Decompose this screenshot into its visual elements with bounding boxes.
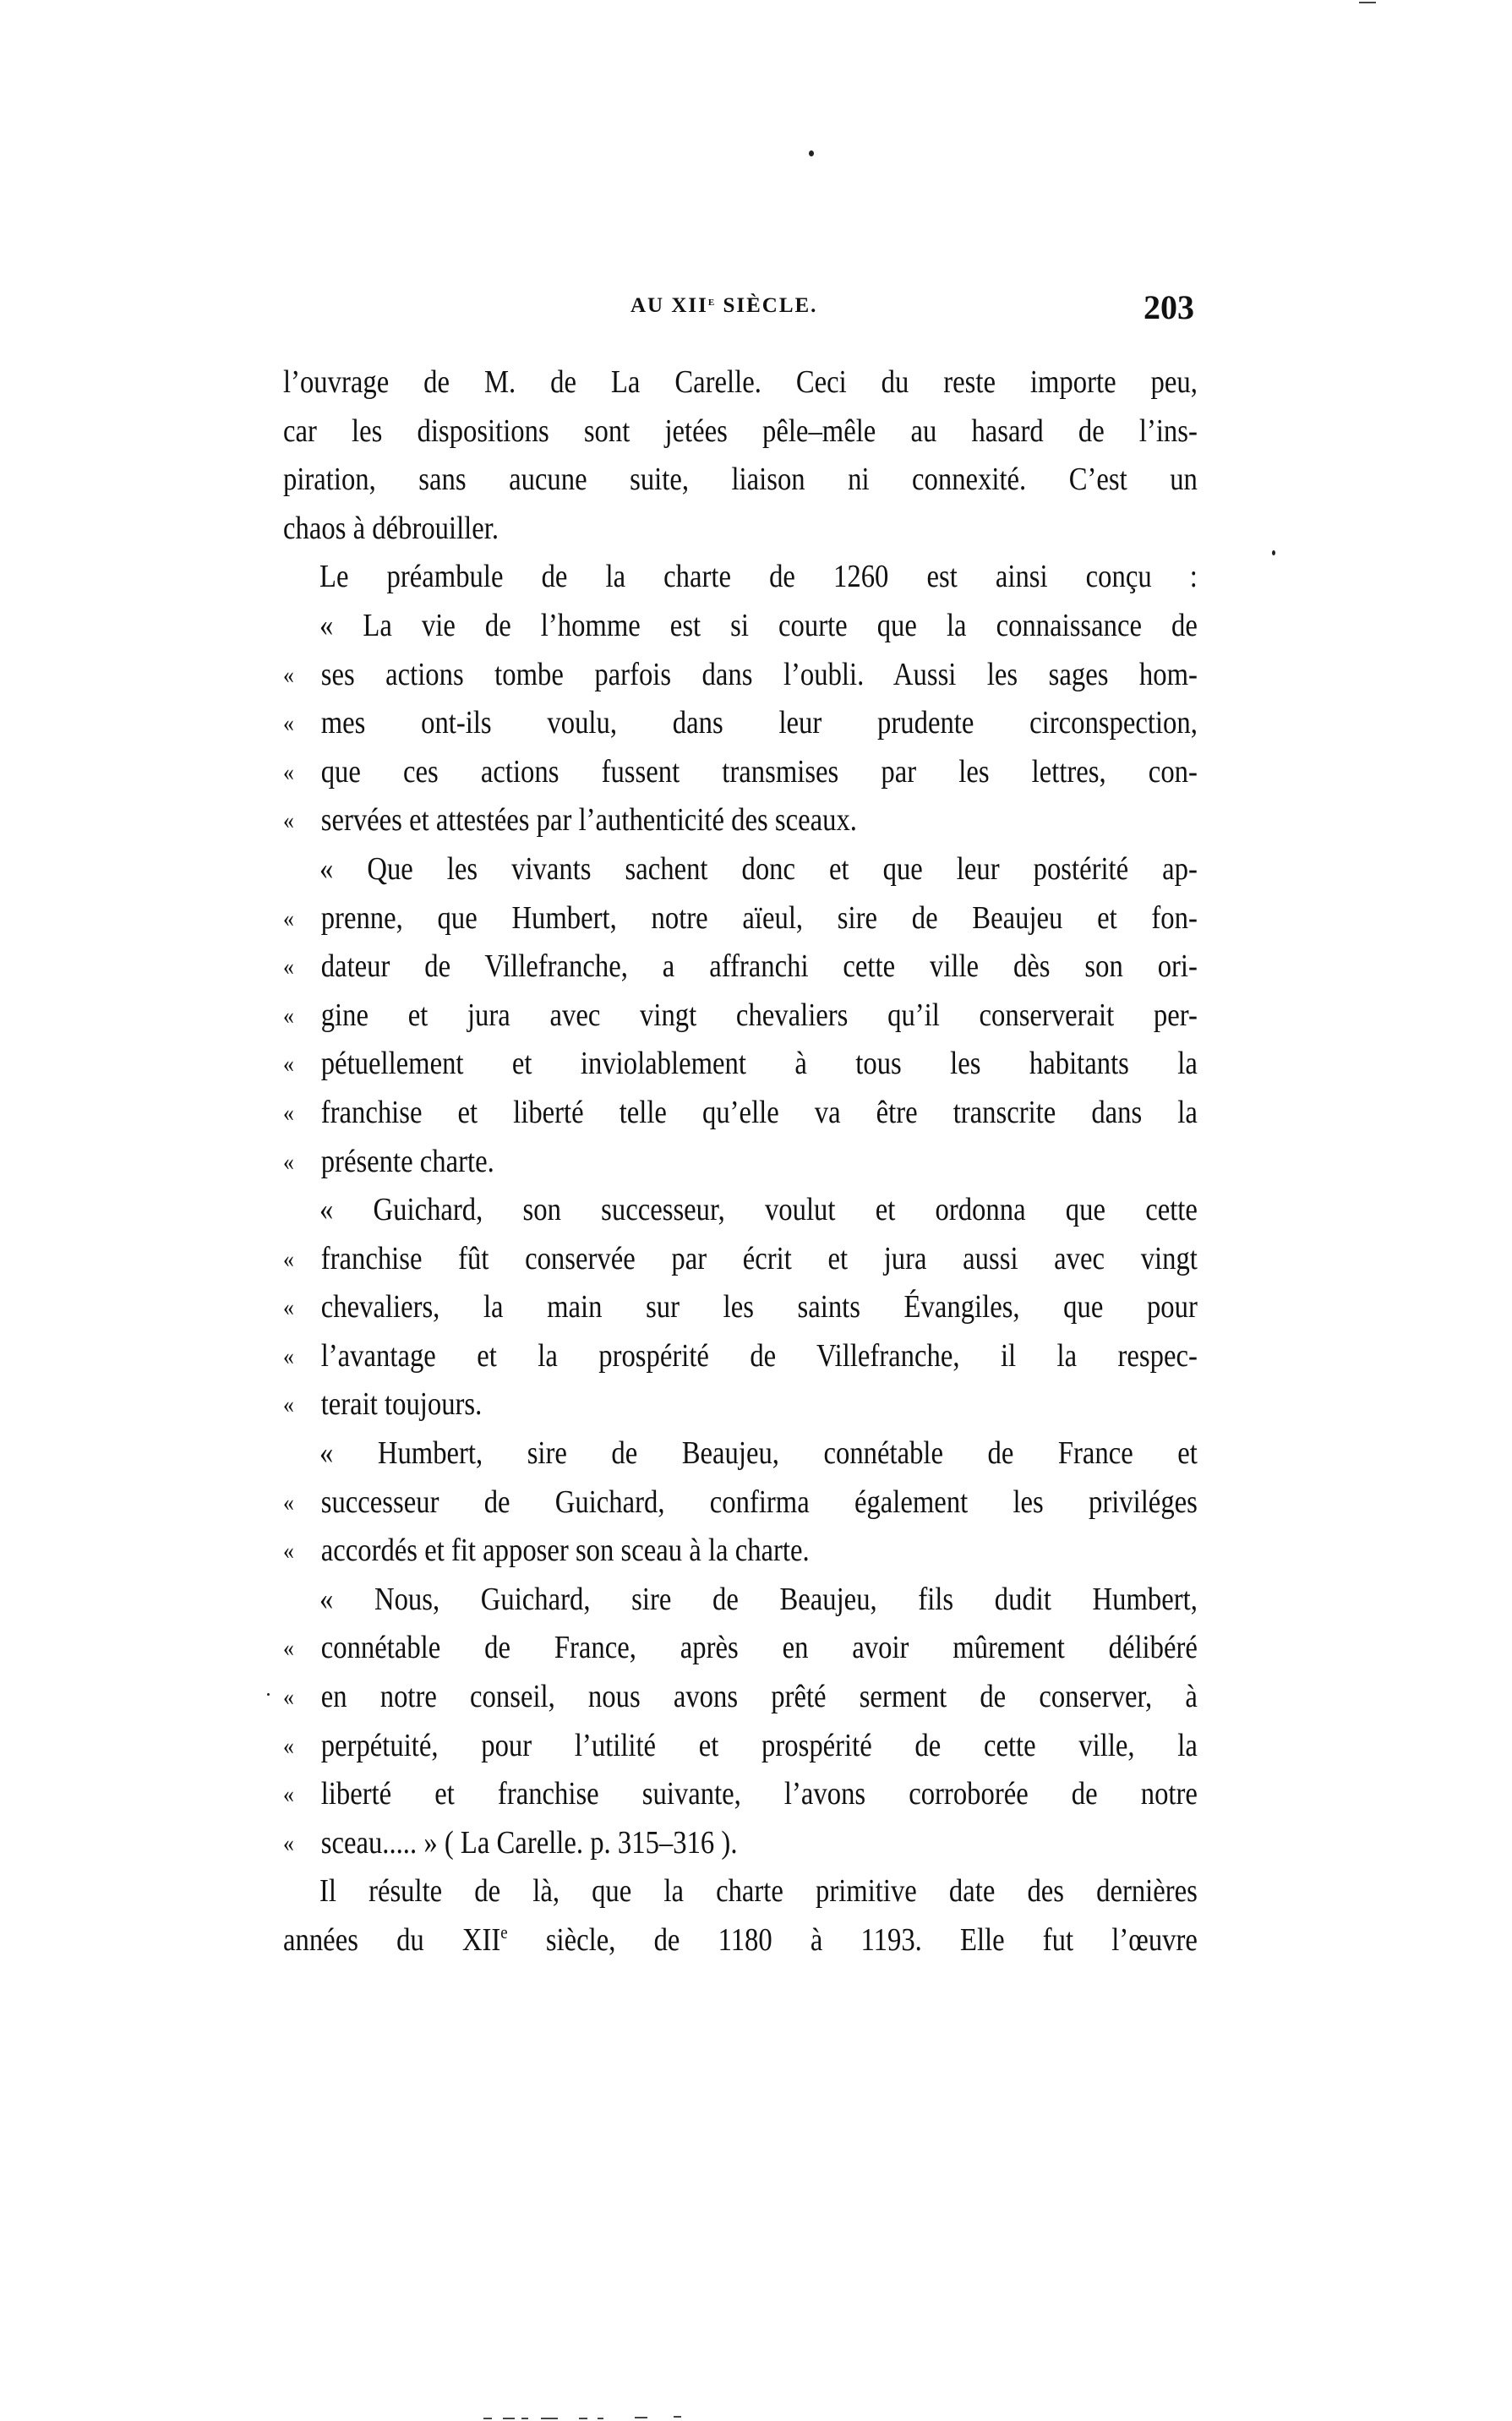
line-text: Le préambule de la charte de 1260 est ainsi conçu : bbox=[319, 559, 1198, 595]
line-text: en notre conseil, nous avons prêté serment de conserver, à bbox=[320, 1679, 1198, 1715]
scan-mark bbox=[1359, 2, 1376, 3]
text-line bbox=[283, 1673, 1198, 1722]
line-text: que ces actions fussent transmises par les lettres, con- bbox=[320, 753, 1198, 790]
text-line bbox=[283, 1429, 1198, 1478]
line-text: servées et attestées par l’authenticité des sceaux. bbox=[320, 802, 857, 839]
quote-mark: « bbox=[283, 1537, 294, 1566]
body-text bbox=[283, 358, 1198, 1965]
text-line bbox=[283, 407, 1198, 456]
quote-mark: « bbox=[283, 1244, 294, 1273]
text-line bbox=[283, 1916, 1198, 1965]
scan-mark bbox=[503, 2418, 515, 2419]
line-text: dateur de Villefranche, a affranchi cette ville dès son ori- bbox=[320, 948, 1198, 985]
running-head bbox=[630, 294, 817, 318]
quote-mark: « bbox=[283, 1391, 294, 1419]
text-line bbox=[283, 358, 1198, 407]
line-text: piration, sans aucune suite, liaison ni connexité. C’est un bbox=[283, 462, 1198, 498]
scan-mark bbox=[521, 2418, 528, 2419]
text-line bbox=[283, 1624, 1198, 1673]
page-number: 203 bbox=[1144, 288, 1194, 326]
text-line bbox=[283, 748, 1198, 797]
text-line bbox=[283, 1722, 1198, 1771]
scan-mark bbox=[541, 2418, 558, 2419]
quote-mark: « bbox=[283, 1731, 294, 1760]
scan-mark bbox=[598, 2418, 603, 2419]
text-line bbox=[283, 1089, 1198, 1138]
scan-speck bbox=[809, 150, 814, 156]
quote-mark: « bbox=[283, 953, 294, 981]
scan-mark bbox=[483, 2418, 492, 2419]
line-text: connétable de France, après en avoir mûrement délibéré bbox=[320, 1630, 1198, 1666]
line-text: Il résulte de là, que la charte primitive date des dernières bbox=[319, 1873, 1198, 1910]
text-line bbox=[283, 1819, 1198, 1868]
text-line bbox=[283, 1478, 1198, 1527]
quote-mark: « bbox=[283, 757, 294, 786]
quote-mark: « bbox=[283, 1342, 294, 1370]
line-text: prenne, que Humbert, notre aïeul, sire de Beaujeu et fon- bbox=[320, 899, 1198, 936]
quote-mark: « bbox=[283, 1098, 294, 1127]
text-line bbox=[283, 1040, 1198, 1089]
text-line bbox=[283, 796, 1198, 845]
line-text: gine et jura avec vingt chevaliers qu’il conserverait per- bbox=[320, 997, 1198, 1033]
line-text: accordés et fit apposer son sceau à la charte. bbox=[320, 1533, 810, 1569]
text-line bbox=[283, 1186, 1198, 1235]
text-line bbox=[283, 1138, 1198, 1187]
text-line bbox=[283, 1576, 1198, 1625]
quote-mark: « bbox=[283, 660, 294, 689]
running-head-title: AU XII bbox=[630, 294, 708, 317]
text-line bbox=[283, 1527, 1198, 1576]
running-head-title-rest: SIÈCLE. bbox=[716, 294, 818, 317]
line-text: franchise fût conservée par écrit et jura aussi avec vingt bbox=[320, 1240, 1198, 1276]
text-line bbox=[283, 1380, 1198, 1429]
line-text: sceau..... » ( La Carelle. p. 315–316 ). bbox=[320, 1824, 738, 1861]
quote-mark: « bbox=[283, 1828, 294, 1857]
quote-mark: « bbox=[283, 806, 294, 835]
quote-mark: « bbox=[283, 709, 294, 738]
line-text: ses actions tombe parfois dans l’oubli. Aussi les sages hom- bbox=[320, 656, 1198, 692]
line-text bbox=[283, 1916, 1198, 1965]
line-text: chaos à débrouiller. bbox=[283, 510, 499, 546]
line-text: l’avantage et la prospérité de Villefranche, il la respec- bbox=[320, 1337, 1198, 1374]
line-text: mes ont-ils voulu, dans leur prudente circonspection, bbox=[320, 705, 1198, 741]
text-line bbox=[283, 1283, 1198, 1332]
text-line bbox=[283, 1332, 1198, 1381]
text-line bbox=[283, 845, 1198, 894]
line-text: terait toujours. bbox=[320, 1386, 483, 1423]
scan-speck bbox=[267, 1693, 270, 1696]
line-text: liberté et franchise suivante, l’avons corroborée de notre bbox=[320, 1776, 1198, 1812]
quote-mark: « bbox=[283, 1001, 294, 1030]
text-line bbox=[283, 1867, 1198, 1916]
text-line bbox=[283, 699, 1198, 748]
scan-mark bbox=[674, 2416, 681, 2418]
text-line bbox=[283, 894, 1198, 943]
scan-mark bbox=[635, 2417, 647, 2418]
quote-mark: « bbox=[283, 1683, 294, 1712]
line-text: perpétuité, pour l’utilité et prospérité de cette ville, la bbox=[320, 1727, 1198, 1763]
line-text: présente charte. bbox=[320, 1143, 494, 1179]
line-text: franchise et liberté telle qu’elle va être transcrite dans la bbox=[320, 1094, 1198, 1130]
line-text-part: années du XII bbox=[283, 1922, 501, 1958]
line-text: pétuellement et inviolablement à tous les habitants la bbox=[320, 1046, 1198, 1082]
line-text: « Guichard, son successeur, voulut et ordonna que cette bbox=[319, 1192, 1198, 1228]
text-line bbox=[283, 651, 1198, 700]
text-line bbox=[283, 602, 1198, 651]
line-text: « Humbert, sire de Beaujeu, connétable de France et bbox=[319, 1435, 1198, 1472]
line-text-part: siècle, de 1180 à 1193. Elle fut l’œuvre bbox=[507, 1922, 1198, 1958]
quote-mark: « bbox=[283, 1050, 294, 1079]
quote-mark: « bbox=[283, 1488, 294, 1517]
text-line bbox=[283, 505, 1198, 554]
text-line bbox=[283, 553, 1198, 602]
line-text: « La vie de l’homme est si courte que la connaissance de bbox=[319, 607, 1198, 643]
line-text: l’ouvrage de M. de La Carelle. Ceci du reste importe peu, bbox=[283, 364, 1198, 400]
line-text: « Que les vivants sachent donc et que leur postérité ap- bbox=[319, 850, 1198, 887]
quote-mark: « bbox=[283, 1293, 294, 1322]
scan-mark bbox=[579, 2418, 587, 2419]
line-text: « Nous, Guichard, sire de Beaujeu, fils dudit Humbert, bbox=[319, 1581, 1198, 1617]
line-text: successeur de Guichard, confirma également les priviléges bbox=[320, 1484, 1198, 1520]
text-line bbox=[283, 1235, 1198, 1284]
text-line bbox=[283, 456, 1198, 505]
superscript: e bbox=[500, 1921, 508, 1943]
line-text: car les dispositions sont jetées pêle–mêle au hasard de l’ins- bbox=[283, 413, 1198, 449]
line-text: chevaliers, la main sur les saints Évangiles, que pour bbox=[320, 1289, 1198, 1325]
quote-mark: « bbox=[283, 1147, 294, 1176]
quote-mark: « bbox=[283, 904, 294, 932]
running-head-superscript: e bbox=[707, 295, 717, 309]
scan-speck bbox=[1272, 550, 1275, 555]
text-line bbox=[283, 1770, 1198, 1819]
quote-mark: « bbox=[283, 1634, 294, 1663]
quote-mark: « bbox=[283, 1780, 294, 1809]
text-line bbox=[283, 992, 1198, 1041]
text-line bbox=[283, 943, 1198, 992]
